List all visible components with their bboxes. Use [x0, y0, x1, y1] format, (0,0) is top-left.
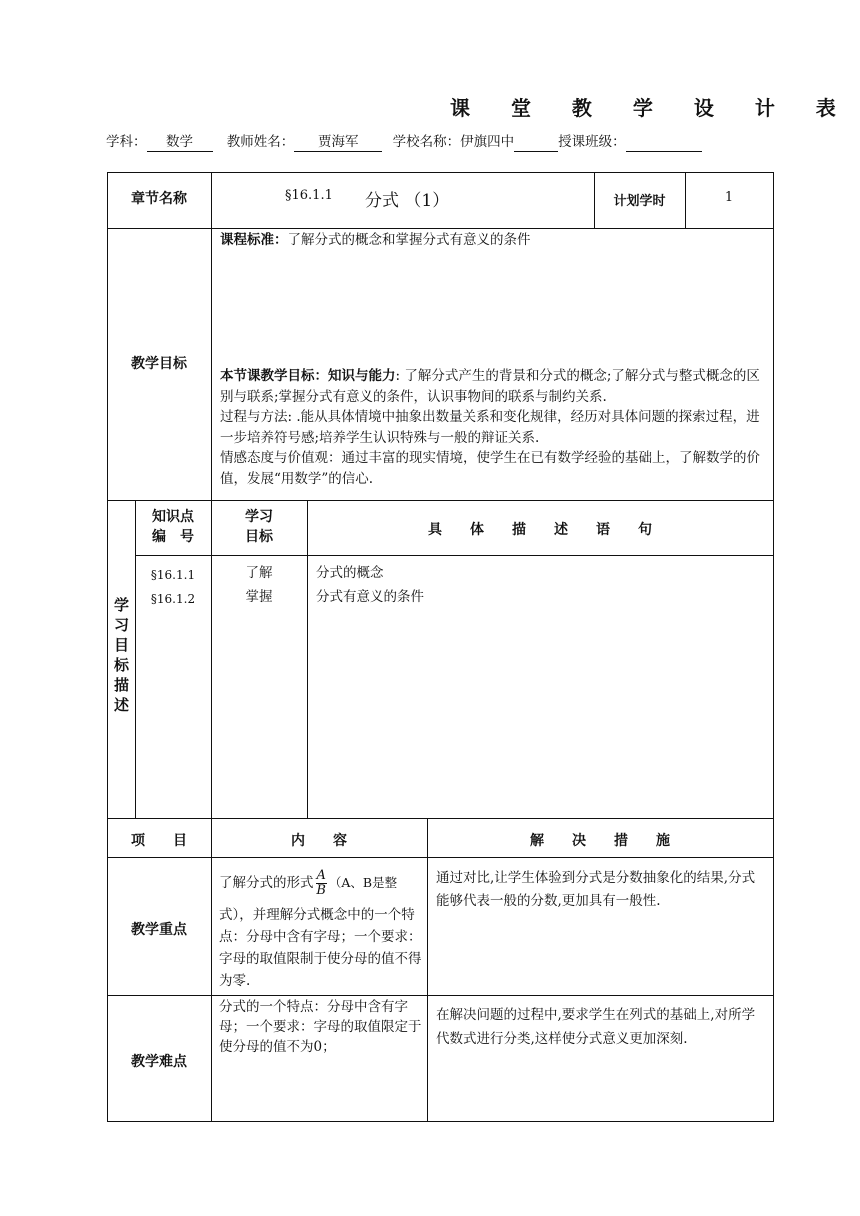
subject-value: 数学 — [147, 134, 213, 152]
objective-knowledge — [220, 366, 768, 407]
plan-header-solution: 解 决 措 施 — [530, 833, 670, 849]
col-header-code: 知识点 编 号 — [152, 509, 194, 545]
table-row-goal: 了解 — [245, 565, 273, 581]
course-standard — [220, 230, 765, 251]
class-label: 授课班级： — [558, 134, 626, 150]
objective-process: 过程与方法: .能从具体情境中抽象出数量关系和变化规律，经历对具体问题的探索过程，进一步培养符号感;培养学生认识特殊与一般的辩证关系. — [220, 409, 760, 446]
hours-value: 1 — [724, 190, 734, 205]
objective-attitude: 情感态度与价值观：通过丰富的现实情境，使学生在已有数学经验的基础上，了解数学的价值，发展“用数学”的信心. — [220, 450, 760, 487]
difficult-point-content: 分式的一个特点：分母中含有字母；一个要求：字母的取值限定于使分母的值不为0； — [219, 999, 422, 1055]
teacher-value: 贾海军 — [294, 134, 382, 152]
objective-text: : 了解分式产生的背景和分式的概念;了解分式与整式概念的区别与联系;掌握分式有意义的条件，认识事物间的联系与制约关系. — [220, 368, 760, 405]
plan-header-item: 项 目 — [131, 833, 187, 849]
difficult-point-solution: 在解决问题的过程中,要求学生在列式的基础上,对所学代数式进行分类,这样使分式意义更加深刻. — [436, 1007, 756, 1047]
key-point-label: 教学重点 — [131, 922, 187, 938]
school-blank — [514, 134, 558, 152]
difficult-point-label: 教学难点 — [131, 1054, 187, 1070]
plan-header-content: 内 容 — [291, 833, 347, 849]
table-row-code: §16.1.1 — [150, 568, 196, 582]
school-label: 学校名称：伊旗四中 — [392, 134, 515, 150]
key-point-solution: 通过对比,让学生体验到分式是分数抽象化的结果,分式能够代表一般的分数,更加具有一般性. — [436, 870, 756, 909]
table-row-desc: 分式的概念 — [316, 565, 384, 581]
page-title: 课 堂 教 学 设 计 表 — [450, 96, 853, 120]
chapter-section: §16.1.1 — [285, 188, 333, 203]
col-header-desc: 具 体 描 述 语 句 — [428, 522, 652, 538]
chapter-label: 章节名称 — [131, 191, 187, 207]
table-row-goal: 掌握 — [245, 589, 273, 605]
fraction-a-over-b: $\frac{A}{B}$ — [316, 868, 326, 898]
subject-label: 学科： — [106, 134, 147, 150]
standard-text: 了解分式的概念和掌握分式有意义的条件 — [287, 232, 531, 248]
learning-descs — [316, 561, 766, 609]
standard-label: 课程标准： — [220, 232, 288, 248]
table-row-desc: 分式有意义的条件 — [316, 589, 424, 605]
learning-codes — [135, 563, 211, 611]
teacher-label: 教师姓名： — [226, 134, 295, 150]
key-point-content: 了解分式的形式 $\frac{A}{B}$ （A、B是整 式），并理解分式概念中的一个特点：分母中含有字母；一个要求：字母的取值限制于使分母的值不得为零. — [219, 868, 422, 989]
goals-label: 教学目标 — [131, 356, 187, 372]
objective-label: 本节课教学目标：知识与能力 — [220, 368, 396, 384]
table-row-code: §16.1.2 — [150, 592, 196, 606]
class-blank — [626, 134, 702, 152]
chapter-name: 分式 （1） — [365, 191, 450, 211]
meta-line — [106, 130, 702, 152]
learning-goals — [211, 561, 307, 609]
learning-side-label: 学 习 目 标 描 述 — [113, 596, 129, 714]
hours-label: 计划学时 — [613, 194, 666, 209]
col-header-goal: 学习 目标 — [245, 509, 273, 545]
objectives-block — [220, 366, 768, 489]
